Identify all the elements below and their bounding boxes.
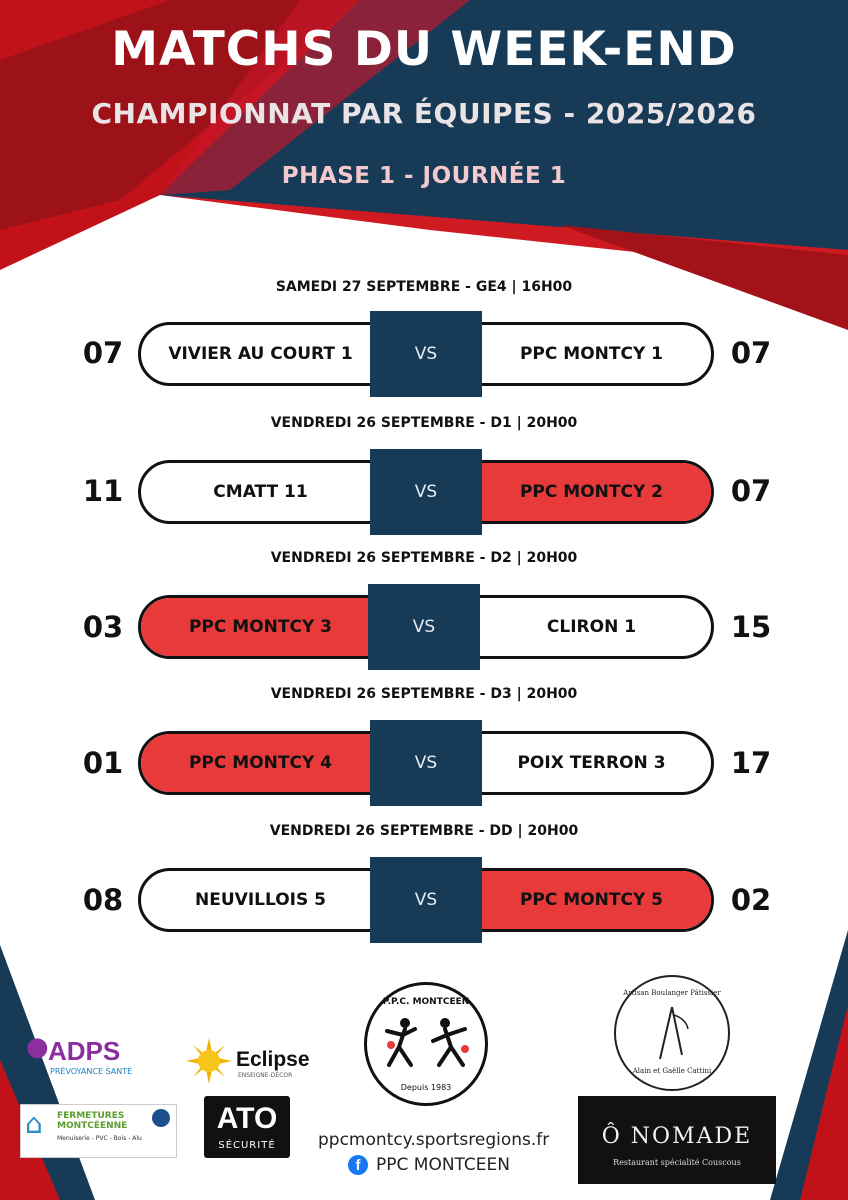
boulanger-logo [614, 975, 730, 1091]
fermetures-logo [20, 1104, 177, 1158]
players-icon [381, 1015, 471, 1070]
club-logo [364, 982, 488, 1106]
away-team: PPC MONTCY 5 [426, 871, 711, 929]
away-team: CLIRON 1 [546, 617, 637, 637]
ato-logo [204, 1096, 290, 1158]
match-date: VENDREDI 26 SEPTEMBRE - D1 | 20H00 [270, 415, 578, 431]
fermetures-line: Menuiserie - PVC - Bois - Alu [57, 1135, 142, 1142]
home-score: 01 [82, 746, 124, 780]
home-score: 03 [82, 610, 124, 644]
away-score: 02 [730, 883, 772, 917]
away-team: POIX TERRON 3 [517, 753, 666, 773]
main-title: MATCHS DU WEEK-END [111, 22, 737, 77]
facebook-icon: f [348, 1155, 368, 1175]
away-score: 15 [730, 610, 772, 644]
home-score: 07 [82, 336, 124, 370]
adps-logo [26, 1030, 136, 1080]
fermetures-name: FERMETURES MONTCÉENNE [57, 1111, 128, 1131]
home-score: 11 [82, 474, 124, 508]
adps-name: ADPS [48, 1036, 121, 1066]
club-since: Depuis 1983 [400, 1083, 452, 1092]
vs-badge: VS [370, 720, 482, 806]
sun-icon [186, 1038, 232, 1084]
away-score: 07 [730, 474, 772, 508]
boulanger-names: Alain et Gaëlle Cattini [632, 1067, 712, 1075]
away-score: 07 [730, 336, 772, 370]
eclipse-tagline: ENSEIGNE-DÉCOR [238, 1072, 293, 1079]
badge-icon [152, 1109, 170, 1127]
nomade-tagline: Restaurant spécialité Couscous [613, 1158, 741, 1167]
subtitle: CHAMPIONNAT PAR ÉQUIPES - 2025/2026 [91, 97, 757, 130]
boulanger-arc: Artisan Boulanger Pâtissier [623, 989, 721, 997]
vs-badge: VS [370, 857, 482, 943]
away-team: PPC MONTCY 1 [519, 344, 664, 364]
match-date: VENDREDI 26 SEPTEMBRE - D3 | 20H00 [270, 686, 578, 702]
wheat-icon [652, 1005, 692, 1061]
facebook-link[interactable] [348, 1155, 510, 1175]
away-team: PPC MONTCY 2 [426, 463, 711, 521]
eclipse-logo [186, 1038, 316, 1084]
club-name: P.P.C. MONTCEEN [382, 997, 470, 1007]
facebook-label: PPC MONTCEEN [376, 1155, 510, 1175]
vs-badge: VS [368, 584, 480, 670]
ato-tagline: SÉCURITÉ [218, 1140, 276, 1151]
home-team: VIVIER AU COURT 1 [168, 344, 353, 364]
ato-name: ATO [216, 1102, 278, 1135]
website-link[interactable]: ppcmontcy.sportsregions.fr [318, 1130, 550, 1150]
match-date: VENDREDI 26 SEPTEMBRE - D2 | 20H00 [270, 550, 578, 566]
home-score: 08 [82, 883, 124, 917]
match-date: SAMEDI 27 SEPTEMBRE - GE4 | 16H00 [275, 279, 573, 295]
adps-tagline: PRÉVOYANCE SANTÉ [50, 1067, 133, 1076]
adps-people-icon: ● [26, 1032, 49, 1062]
away-score: 17 [730, 746, 772, 780]
nomade-name: Ô NOMADE [601, 1124, 753, 1149]
eclipse-name: Eclipse [236, 1048, 310, 1071]
match-date: VENDREDI 26 SEPTEMBRE - DD | 20H00 [269, 823, 579, 839]
vs-badge: VS [370, 449, 482, 535]
home-team: CMATT 11 [213, 482, 308, 502]
vs-badge: VS [370, 311, 482, 397]
home-team: NEUVILLOIS 5 [195, 890, 326, 910]
phase-title: PHASE 1 - JOURNÉE 1 [281, 163, 567, 189]
home-team: PPC MONTCY 3 [141, 598, 426, 656]
nomade-logo [578, 1096, 776, 1184]
home-team: PPC MONTCY 4 [141, 734, 426, 792]
house-icon: ⌂ [25, 1107, 43, 1140]
